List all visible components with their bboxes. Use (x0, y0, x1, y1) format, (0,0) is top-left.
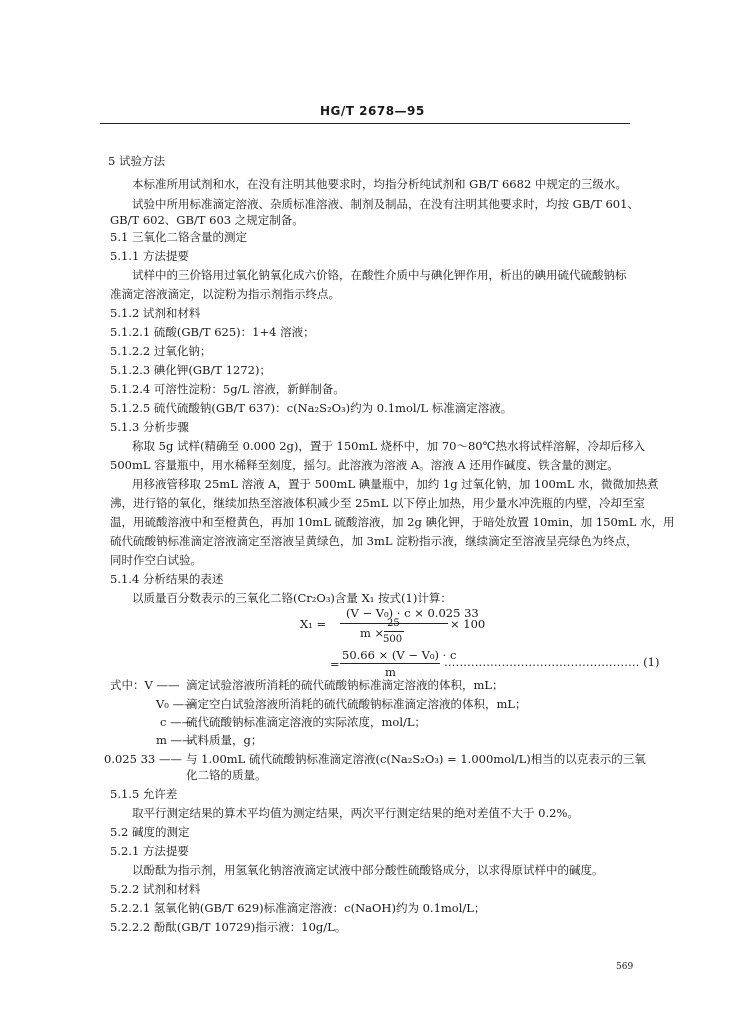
formula-numerator: (V − V₀) · c × 0.025 33 (346, 606, 479, 620)
definition-symbol: c —— (160, 715, 194, 729)
section-5-2-title: 5.2 碱度的测定 (110, 825, 190, 839)
paragraph: 沸，进行铬的氧化，继续加热至溶液体积减少至 25mL 以下停止加热，用少量水冲洗瓶的内壁，冷却至室 (110, 496, 645, 510)
reagent-item: 5.1.2.5 硫代硫酸钠(GB/T 637)：c(Na₂S₂O₃)约为 0.1mol/L 标准滴定溶液。 (110, 401, 513, 415)
formula-lhs: X₁ = (300, 617, 327, 631)
paragraph: 硫代硫酸钠标准滴定溶液滴定至溶液呈黄绿色，加 3mL 淀粉指示液，继续滴定至溶液呈亮绿色为终点， (110, 534, 638, 548)
fraction-bar-2 (340, 663, 440, 664)
section-5-1-2-title: 5.1.2 试剂和材料 (110, 306, 201, 320)
section-5-1-1-title: 5.1.1 方法提要 (110, 249, 189, 263)
section-5-1-title: 5.1 三氧化二铬含量的测定 (110, 230, 247, 244)
paragraph: 称取 5g 试样(精确至 0.000 2g)，置于 150mL 烧杯中，加 70～80℃热水将试样溶解，冷却后移入 (132, 439, 645, 453)
reagent-item: 5.1.2.4 可溶性淀粉：5g/L 溶液，新鲜制备。 (110, 382, 345, 396)
section-5-2-2-title: 5.2.2 试剂和材料 (110, 882, 201, 896)
reagent-item: 5.1.2.1 硫酸(GB/T 625)：1+4 溶液； (110, 325, 315, 339)
section-5-1-5-title: 5.1.5 允许差 (110, 787, 178, 801)
paragraph: GB/T 602、GB/T 603 之规定制备。 (110, 213, 304, 227)
definition-text: 与 1.00mL 硫代硫酸钠标准滴定溶液(c(Na₂S₂O₃) = 1.000mol/L)相当的以克表示的三氧 (186, 752, 646, 766)
reagent-item: 5.2.2.1 氢氧化钠(GB/T 629)标准滴定溶液：c(NaOH)约为 0.1mol/L； (110, 901, 486, 915)
formula-times-100: × 100 (450, 617, 486, 631)
section-5-1-3-title: 5.1.3 分析步骤 (110, 420, 189, 434)
paragraph: 本标准所用试剂和水，在没有注明其他要求时，均指分析纯试剂和 GB/T 6682 中规定的三级水。 (132, 177, 627, 191)
reagent-item: 5.2.2.2 酚酞(GB/T 10729)指示液：10g/L。 (110, 920, 347, 934)
formula-numerator-2: 50.66 × (V − V₀) · c (342, 648, 457, 662)
section-5-title: 5 试验方法 (108, 154, 165, 168)
section-5-2-1-title: 5.2.1 方法提要 (110, 844, 189, 858)
formula-equals: = (330, 657, 340, 671)
definition-text: 试料质量，g； (186, 733, 263, 747)
formula-inner-numerator: 25 (387, 618, 400, 629)
inner-fraction-bar (384, 631, 404, 632)
definition-symbol: m —— (156, 733, 194, 747)
header-rule (100, 123, 630, 124)
page-number: 569 (616, 962, 634, 972)
paragraph: 以酚酞为指示剂，用氢氧化钠溶液滴定试液中部分酸性硫酸铬成分，以求得原试样中的碱度。 (132, 863, 604, 877)
formula-number: …………………………………………… (1) (444, 655, 660, 669)
definition-text: 化二铬的质量。 (186, 768, 267, 782)
reagent-item: 5.1.2.3 碘化钾(GB/T 1272)； (110, 363, 271, 377)
reagent-item: 5.1.2.2 过氧化钠； (110, 344, 212, 358)
formula-denominator-2: m (385, 665, 396, 679)
definition-text: 滴定空白试验溶液所消耗的硫代硫酸钠标准滴定溶液的体积，mL； (186, 697, 527, 711)
definition-text: 滴定试验溶液所消耗的硫代硫酸钠标准滴定溶液的体积，mL； (186, 678, 504, 692)
paragraph: 准滴定溶液滴定，以淀粉为指示剂指示终点。 (110, 287, 340, 301)
definition-symbol: 式中：V —— (110, 678, 180, 692)
formula-inner-denominator: 500 (383, 634, 403, 645)
paragraph: 温，用硫酸溶液中和至橙黄色，再加 10mL 硫酸溶液，加 2g 碘化钾，于暗处放置 10min，加 150mL 水，用 (110, 515, 675, 529)
paragraph: 同时作空白试验。 (110, 553, 202, 567)
definition-text: 硫代硫酸钠标准滴定溶液的实际浓度，mol/L； (186, 715, 427, 729)
definition-symbol: V₀ —— (156, 697, 196, 711)
paragraph: 试验中所用标准滴定溶液、杂质标准溶液、制剂及制品，在没有注明其他要求时，均按 GB/T 601、 (132, 197, 639, 211)
header-code: HG/T 2678—95 (320, 104, 425, 118)
section-5-1-4-title: 5.1.4 分析结果的表述 (110, 572, 224, 586)
definition-symbol: 0.025 33 —— (104, 752, 182, 766)
formula-denominator-m: m × (360, 626, 385, 640)
paragraph: 500mL 容量瓶中，用水稀释至刻度，摇匀。此溶液为溶液 A。溶液 A 还用作碱度、铁含量的测定。 (110, 458, 619, 472)
paragraph: 用移液管移取 25mL 溶液 A，置于 500mL 碘量瓶中，加约 1g 过氧化钠，加 100mL 水，微微加热煮 (132, 477, 659, 491)
paragraph: 以质量百分数表示的三氧化二铬(Cr₂O₃)含量 X₁ 按式(1)计算： (132, 591, 452, 605)
paragraph: 取平行测定结果的算术平均值为测定结果，两次平行测定结果的绝对差值不大于 0.2%。 (132, 806, 579, 820)
paragraph: 试样中的三价铬用过氧化钠氧化成六价铬，在酸性介质中与碘化钾作用，析出的碘用硫代硫酸钠标 (132, 268, 627, 282)
